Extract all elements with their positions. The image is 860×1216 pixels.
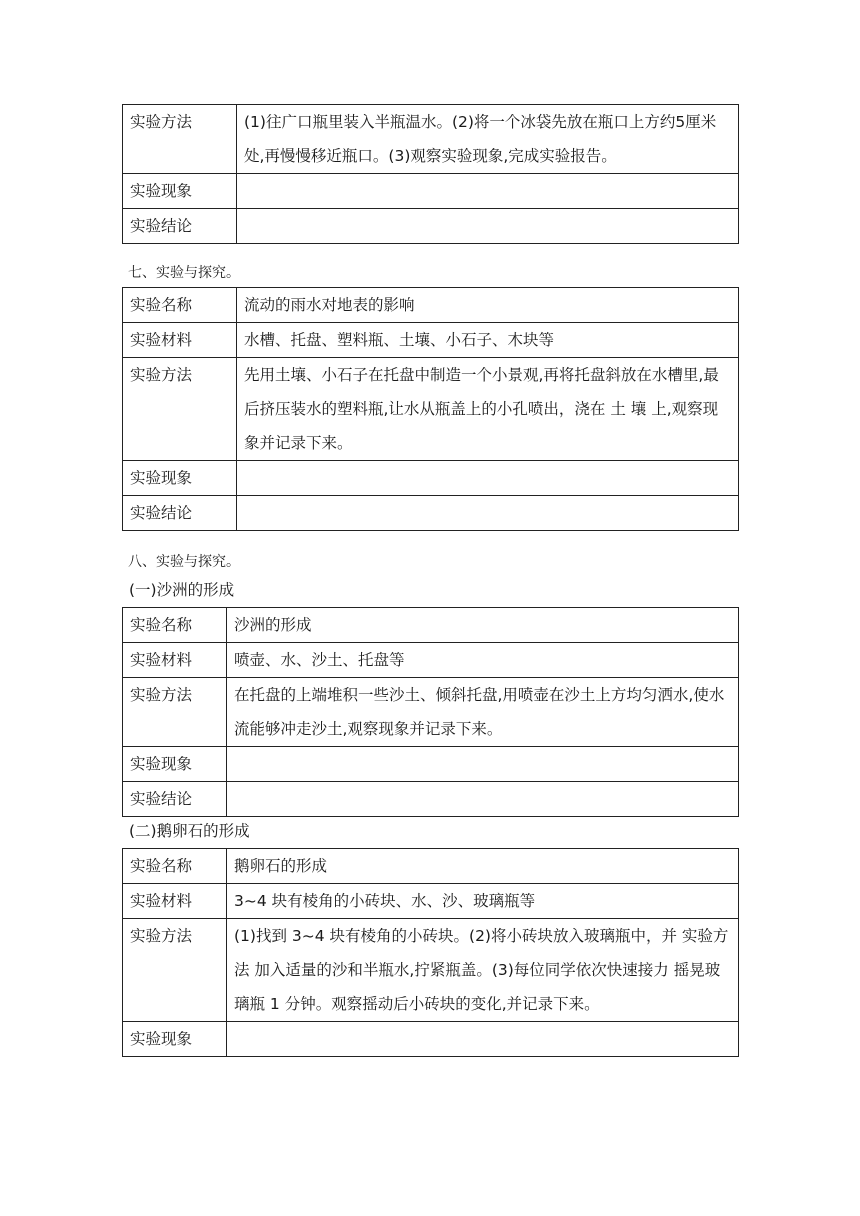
table-row	[123, 323, 739, 358]
row-value	[237, 496, 739, 531]
table-row	[123, 174, 739, 209]
row-label: 实验名称	[123, 849, 227, 884]
table-row	[123, 1022, 739, 1057]
row-value: 先用土壤、小石子在托盘中制造一个小景观,再将托盘斜放在水槽里,最后挤压装水的塑料瓶,让水从瓶盖上的小孔喷出，浇在 土 壤 上,观察现象并记录下来。	[237, 358, 739, 461]
row-label: 实验结论	[123, 209, 237, 244]
experiment-table-1	[122, 104, 739, 244]
row-value	[227, 1022, 739, 1057]
row-label: 实验方法	[123, 358, 237, 461]
row-label: 实验方法	[123, 105, 237, 174]
table-row	[123, 496, 739, 531]
row-label: 实验结论	[123, 782, 227, 817]
row-label: 实验方法	[123, 678, 227, 747]
table-row	[123, 884, 739, 919]
row-label: 实验现象	[123, 1022, 227, 1057]
table-row	[123, 461, 739, 496]
table-row	[123, 358, 739, 461]
row-value: 在托盘的上端堆积一些沙土、倾斜托盘,用喷壶在沙土上方均匀洒水,使水流能够冲走沙土,观察现象并记录下来。	[227, 678, 739, 747]
row-label: 实验方法	[123, 919, 227, 1022]
row-value: 流动的雨水对地表的影响	[237, 288, 739, 323]
table-row	[123, 608, 739, 643]
row-label: 实验现象	[123, 747, 227, 782]
row-value: 水槽、托盘、塑料瓶、土壤、小石子、木块等	[237, 323, 739, 358]
row-label: 实验材料	[123, 884, 227, 919]
section-heading: 七、实验与探究。	[128, 265, 240, 281]
row-label: 实验材料	[123, 323, 237, 358]
table-row	[123, 209, 739, 244]
row-value: 鹅卵石的形成	[227, 849, 739, 884]
row-label: 实验名称	[123, 288, 237, 323]
row-value	[237, 209, 739, 244]
table-row	[123, 105, 739, 174]
row-label: 实验现象	[123, 461, 237, 496]
section-heading: 八、实验与探究。	[128, 554, 240, 570]
table-row	[123, 643, 739, 678]
table-row	[123, 849, 739, 884]
table-row	[123, 782, 739, 817]
experiment-table-7	[122, 287, 739, 531]
row-value	[237, 461, 739, 496]
row-value: (1)往广口瓶里装入半瓶温水。(2)将一个冰袋先放在瓶口上方约5厘米处,再慢慢移近瓶口。(3)观察实验现象,完成实验报告。	[237, 105, 739, 174]
row-label: 实验材料	[123, 643, 227, 678]
row-value	[227, 747, 739, 782]
row-value: 沙洲的形成	[227, 608, 739, 643]
row-value: 喷壶、水、沙土、托盘等	[227, 643, 739, 678]
table-row	[123, 919, 739, 1022]
row-label: 实验现象	[123, 174, 237, 209]
row-label: 实验名称	[123, 608, 227, 643]
row-label: 实验结论	[123, 496, 237, 531]
row-value: (1)找到 3~4 块有棱角的小砖块。(2)将小砖块放入玻璃瓶中，并 实验方法 加入适量的沙和半瓶水,拧紧瓶盖。(3)每位同学依次快速接力 摇晃玻璃瓶 1 分钟。观察摇动后小砖块的变化,并记录下来。	[227, 919, 739, 1022]
experiment-table-8-1	[122, 607, 739, 817]
row-value	[237, 174, 739, 209]
row-value: 3~4 块有棱角的小砖块、水、沙、玻璃瓶等	[227, 884, 739, 919]
table-row	[123, 288, 739, 323]
experiment-table-8-2	[122, 848, 739, 1057]
table-row	[123, 678, 739, 747]
row-value	[227, 782, 739, 817]
subsection-title: (二)鹅卵石的形成	[129, 822, 250, 840]
table-row	[123, 747, 739, 782]
subsection-title: (一)沙洲的形成	[129, 581, 235, 599]
